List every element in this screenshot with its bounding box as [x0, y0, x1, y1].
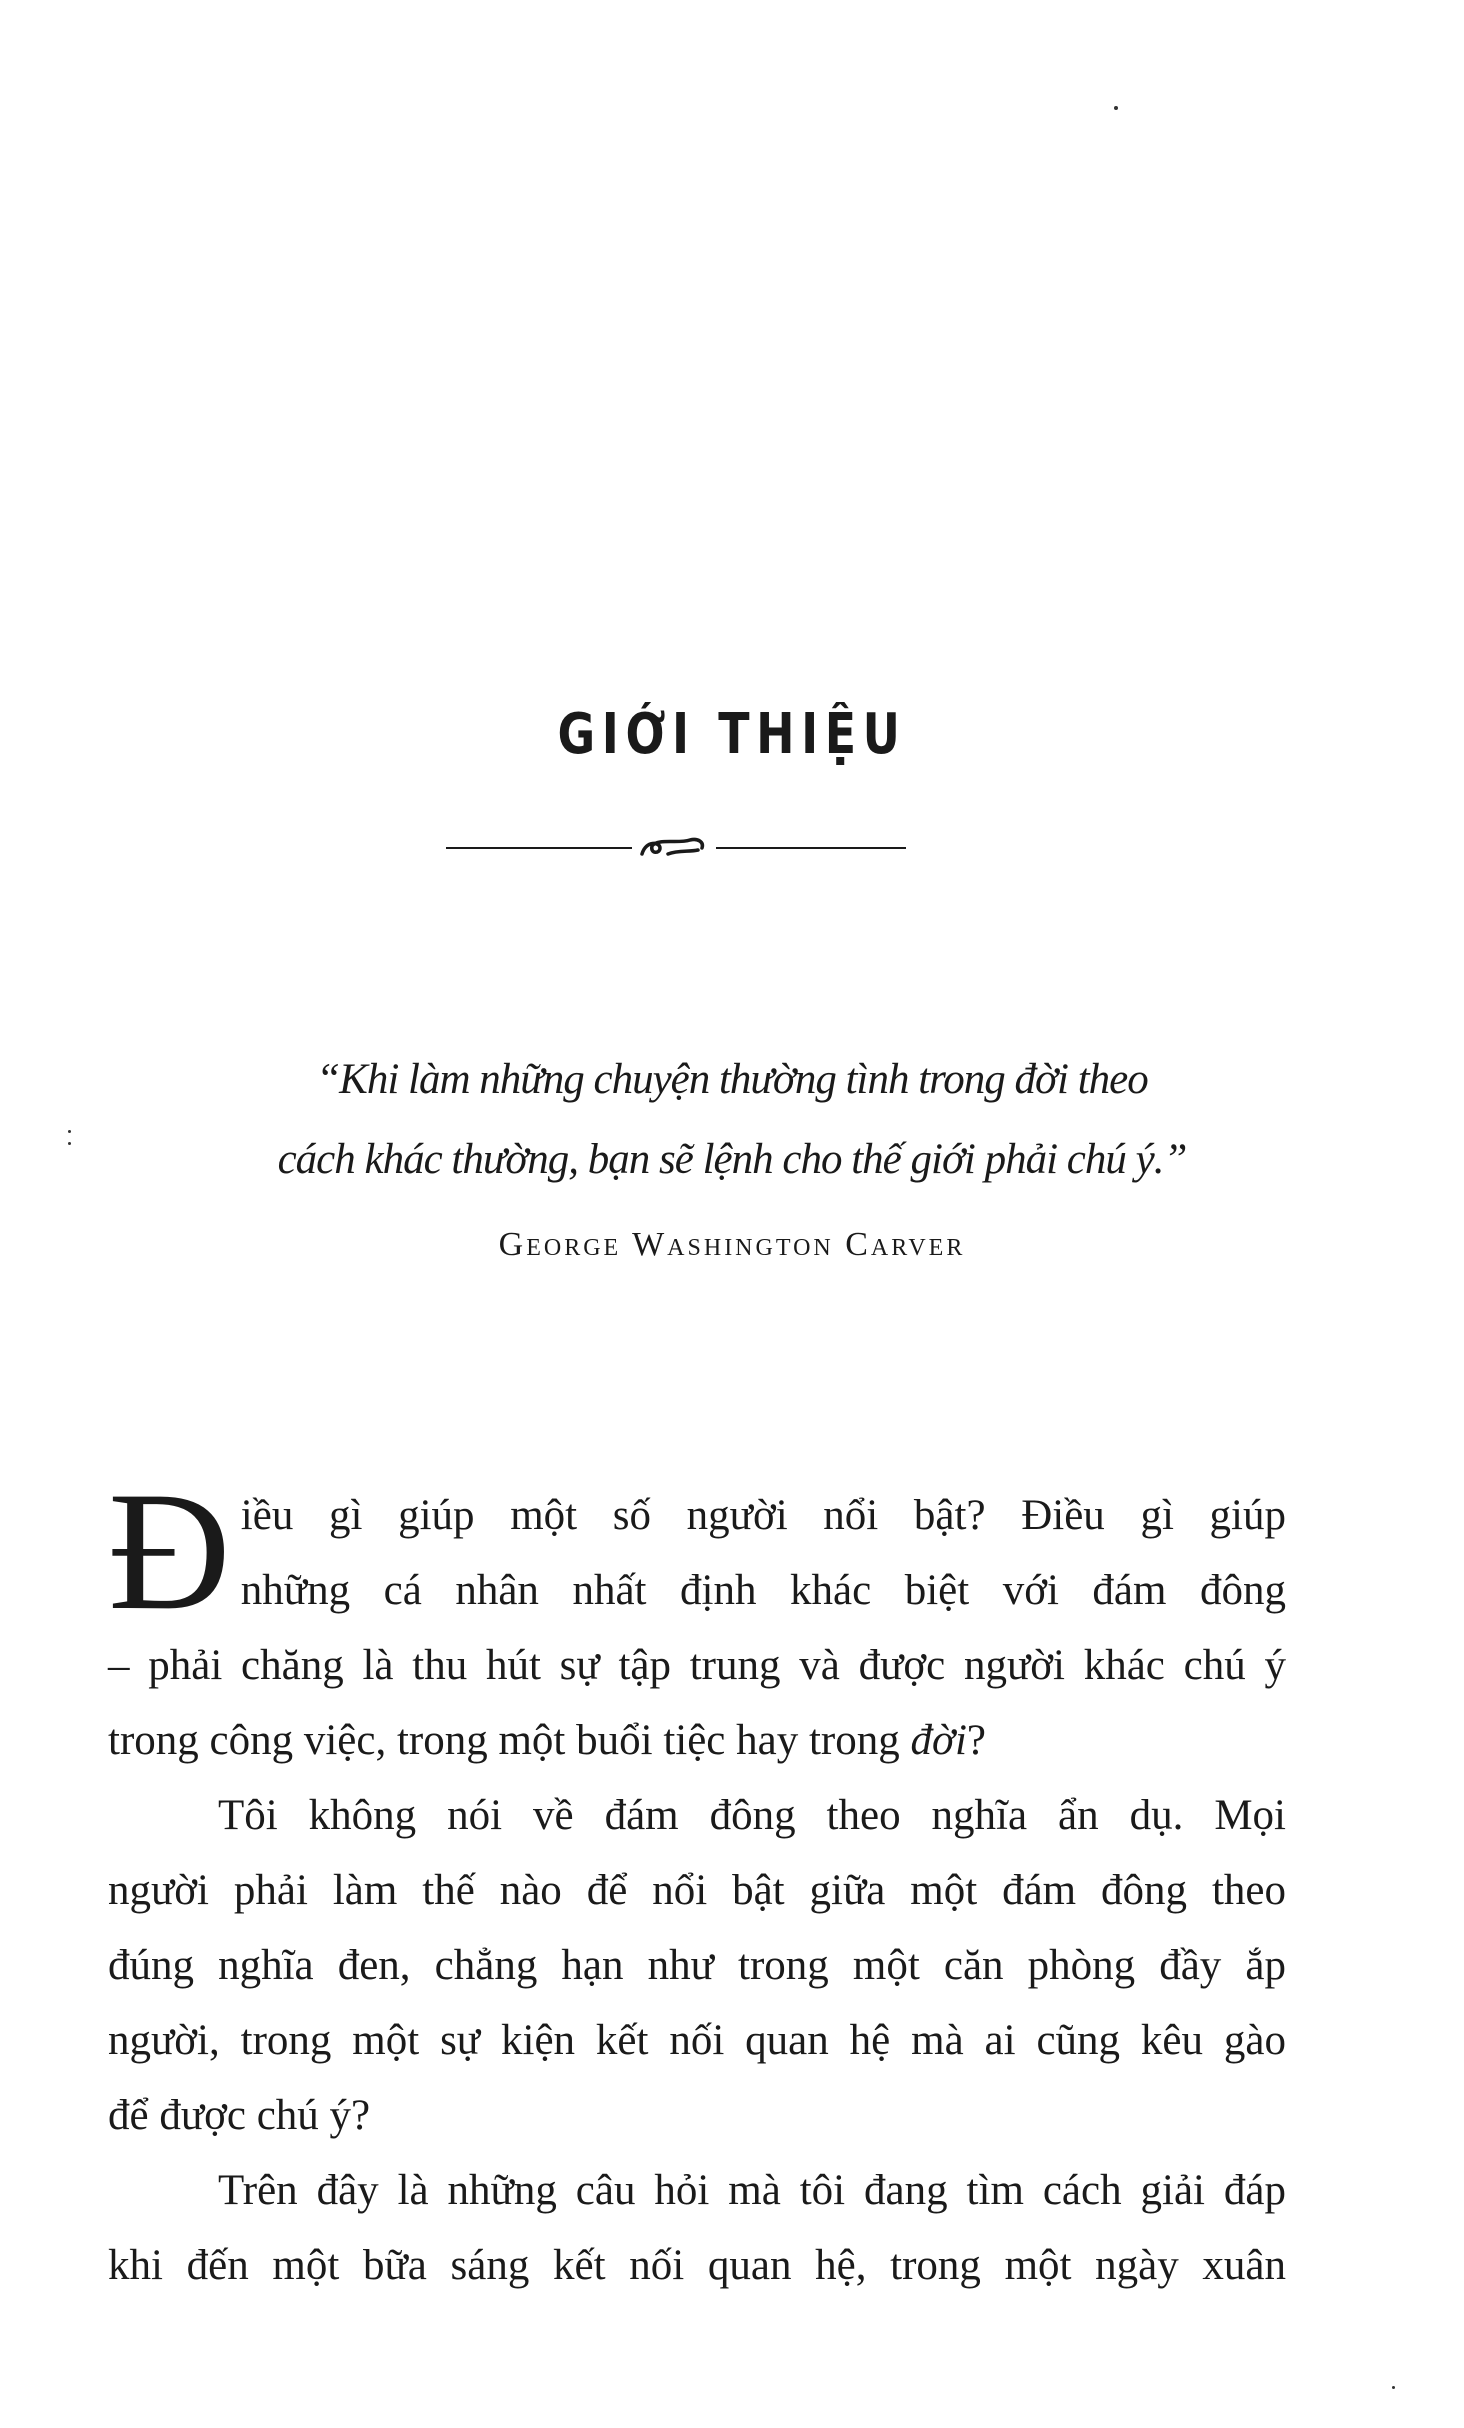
text-line: Trên đây là những câu hỏi mà tôi đang tìm cách giải đáp: [218, 2167, 1286, 2214]
epigraph-line: cách khác thường, bạn sẽ lệnh cho thế giới phải chú ý.”: [277, 1136, 1187, 1183]
text-line: [108, 1703, 1286, 1778]
text-line: đúng nghĩa đen, chẳng hạn như trong một căn phòng đầy ắp: [108, 1942, 1286, 1989]
text-line: iều gì giúp một số người nổi bật? Điều gì giúp: [240, 1492, 1286, 1539]
text-line: người phải làm thế nào để nổi bật giữa một đám đông theo: [108, 1867, 1286, 1914]
text-fragment: trong công việc, trong một buổi tiệc hay trong: [108, 1717, 911, 1764]
drop-cap: Đ: [108, 1457, 231, 1645]
text-line: – phải chăng là thu hút sự tập trung và được người khác chú ý: [108, 1642, 1286, 1689]
epigraph-quote: [150, 1040, 1314, 1200]
epigraph-attribution: George Washington Carver: [498, 1226, 966, 1263]
scan-speck: [1114, 106, 1118, 110]
paragraph-2: [108, 1778, 1286, 2153]
text-line: người, trong một sự kiện kết nối quan hệ mà ai cũng kêu gào: [108, 2017, 1286, 2064]
chapter-title: GIỚI THIỆU: [557, 702, 907, 767]
text-fragment: ?: [966, 1717, 986, 1764]
epigraph-line: “Khi làm những chuyện thường tình trong đời theo: [316, 1056, 1148, 1103]
scan-speck: [68, 1130, 71, 1133]
paragraph-3: [108, 2153, 1286, 2303]
flourish-icon: [446, 828, 906, 868]
scan-speck: [68, 1142, 71, 1145]
body-text: [108, 1457, 1286, 2303]
emphasis-word: đời: [910, 1717, 967, 1764]
scan-speck: [1392, 2386, 1395, 2389]
text-line: Tôi không nói về đám đông theo nghĩa ẩn dụ. Mọi: [218, 1792, 1286, 1839]
text-line: để được chú ý?: [108, 2092, 371, 2139]
text-line: những cá nhân nhất định khác biệt với đám đông: [240, 1567, 1286, 1614]
paragraph-1: [108, 1457, 1286, 1778]
text-line: khi đến một bữa sáng kết nối quan hệ, trong một ngày xuân: [108, 2242, 1286, 2289]
